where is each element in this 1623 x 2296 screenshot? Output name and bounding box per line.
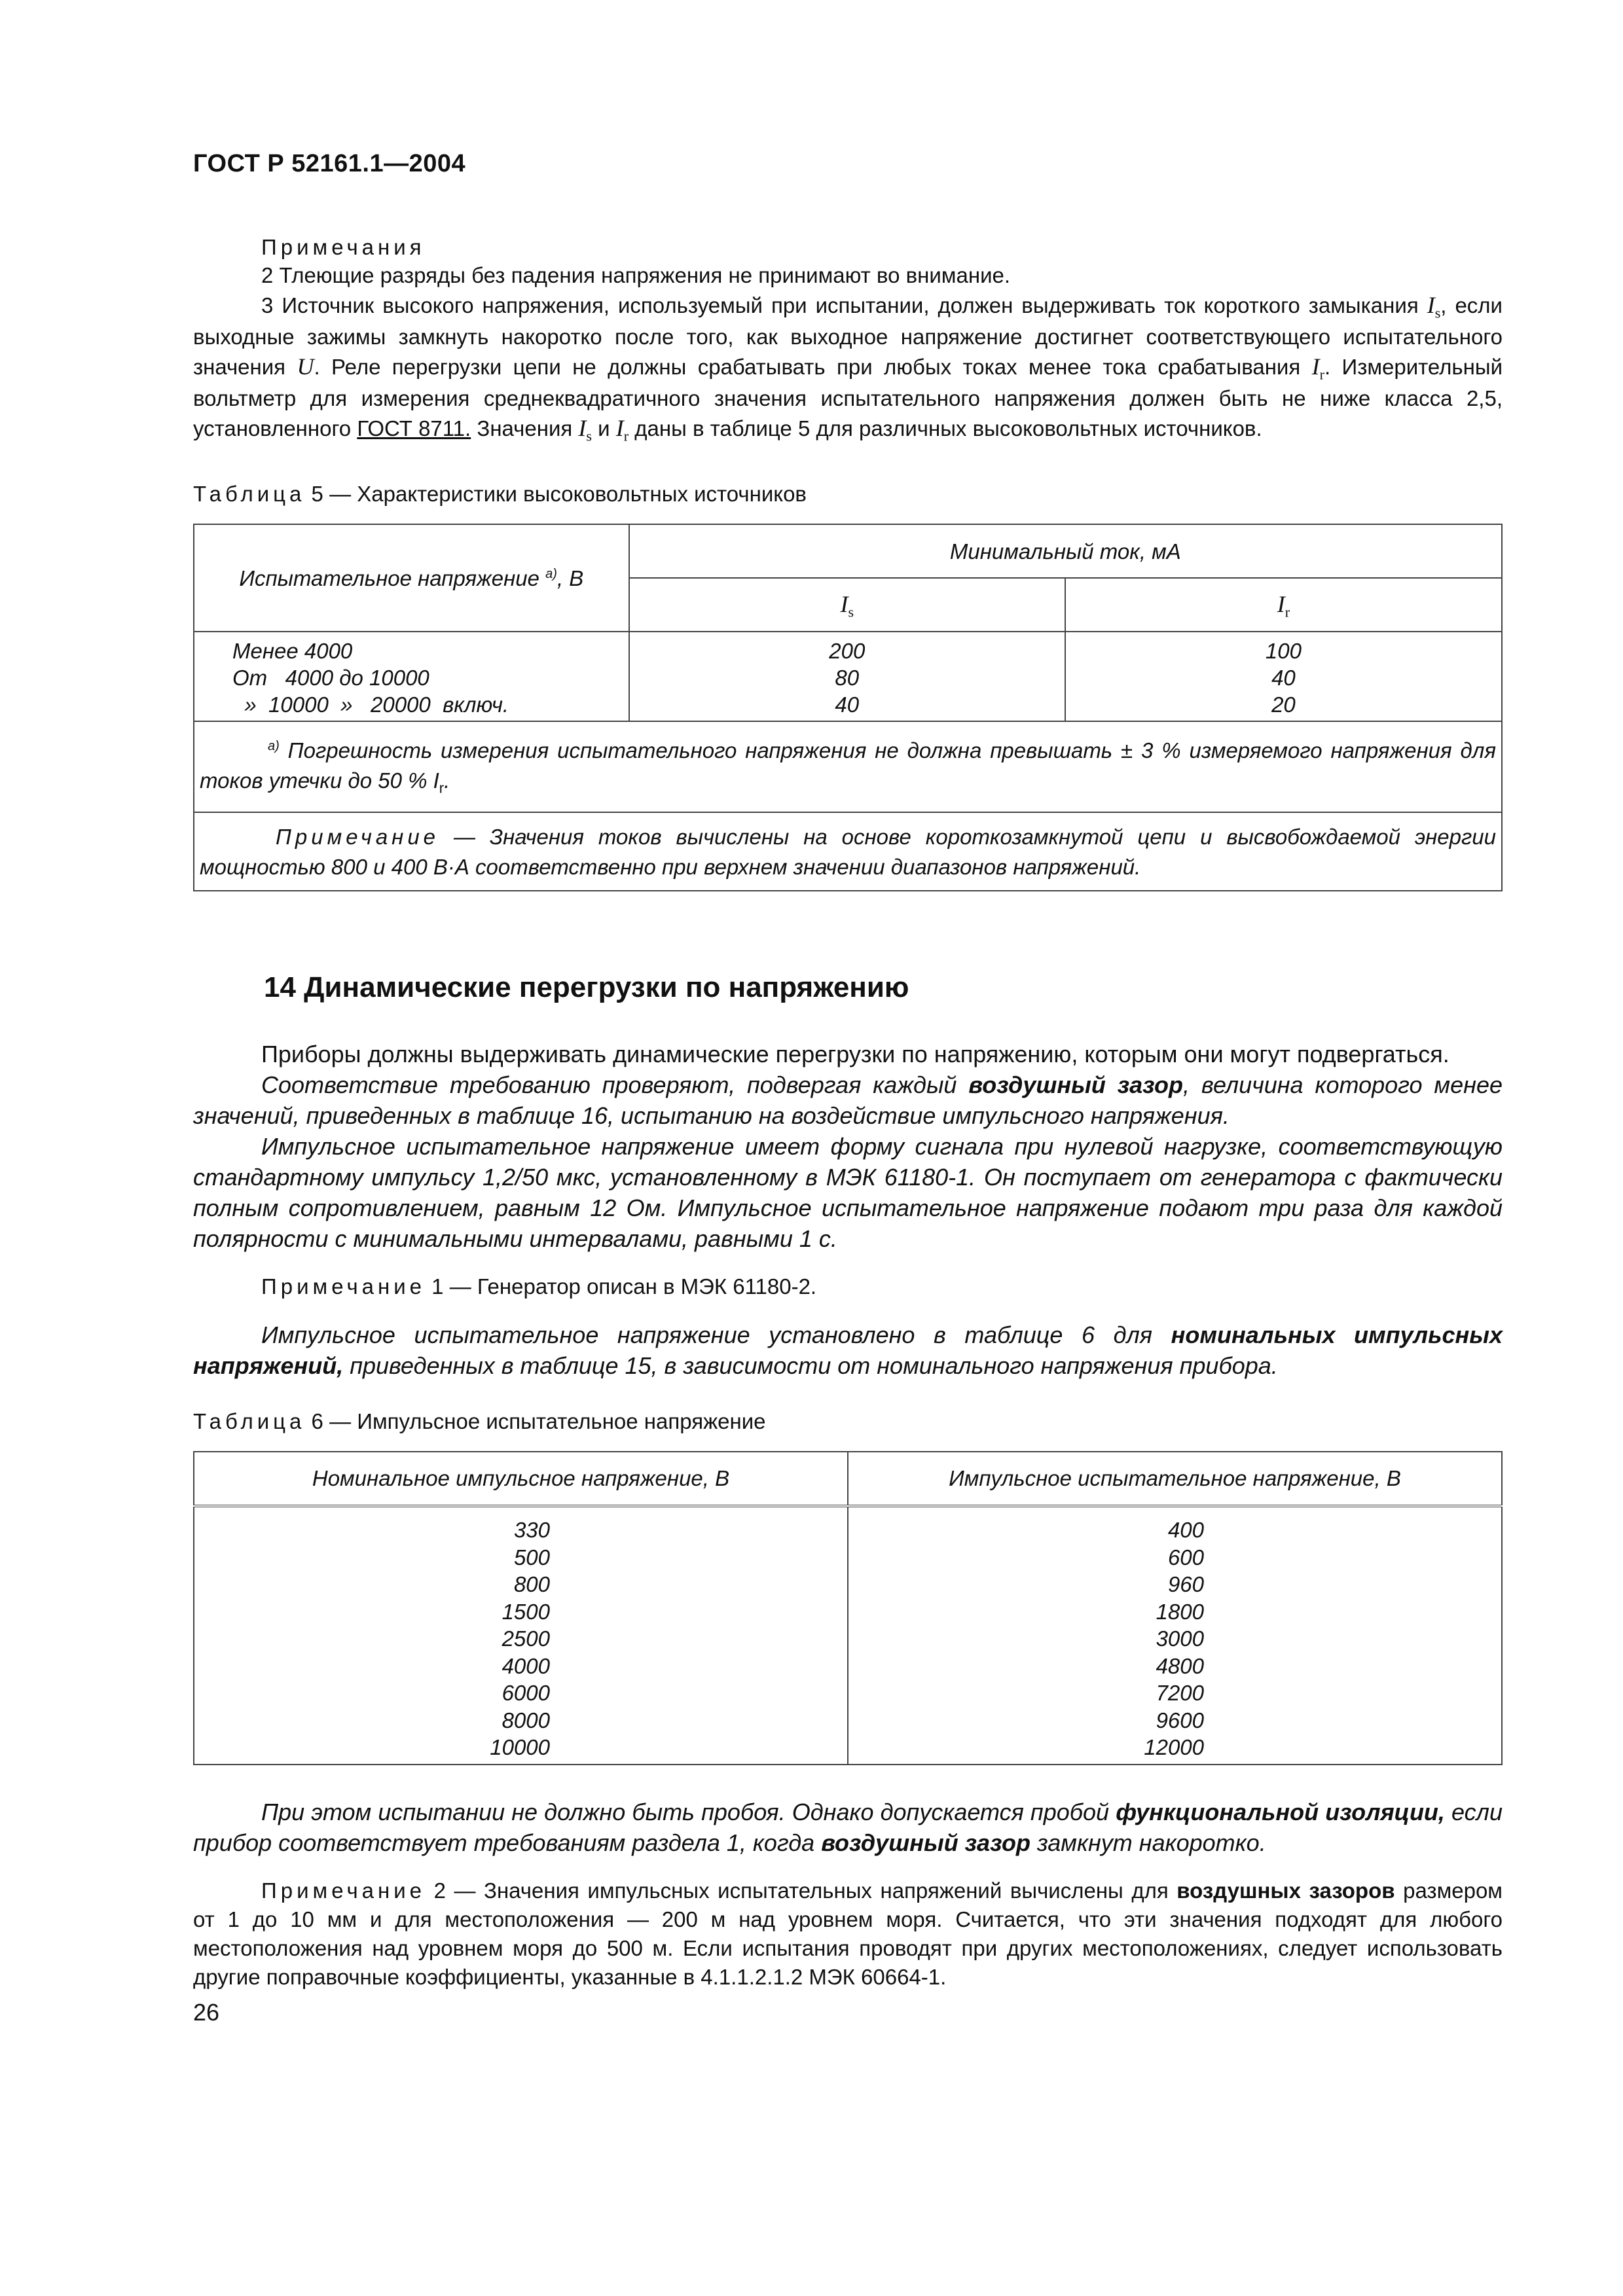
table-row <box>194 632 1502 721</box>
paragraph-1: Приборы должны выдерживать динамические перегрузки по напряжению, которым они могут подвергаться. <box>261 1040 1450 1067</box>
table6-nominal-value: 800 <box>513 1572 550 1597</box>
table6-test-value: 4800 <box>1156 1653 1204 1678</box>
table5-voltage-cell: Менее 4000 От 4000 до 10000 » 10000 » 20000 включ. <box>194 632 629 721</box>
table6-col2-header: Импульсное испытательное напряжение, В <box>848 1452 1502 1506</box>
table6-nominal-value: 1500 <box>501 1599 550 1624</box>
table5-footnote: $^{a)}$ Погрешность измерения испытательного напряжения не должна превышать ± 3 % измеряемого напряжения для токов утечки до 50 % $I_r$. <box>194 721 1502 812</box>
table5 <box>193 524 1503 891</box>
note-3: 3 Источник высокого напряжения, используемый при испытании, должен выдерживать ток короткого замыкания $I_s$, если выходные зажимы замкнуть накоротко после того, как выходное напряжение достигнет соответствующего испытательного значения U. Реле перегрузки цепи не должны срабатывать при любых токах менее тока срабатывания $I_r$. Измерительный вольтметр для измерения среднеквадратичного значения испытательного напряжения должен быть не ниже класса 2,5, установленного ГОСТ 8711. Значения $I_s$ и $I_r$ даны в таблице 5 для различных высоковольтных источников. <box>193 292 1503 444</box>
section-14-title: 14 Динамические перегрузки по напряжению <box>264 971 909 1004</box>
table6-test-value: 12000 <box>1144 1735 1204 1760</box>
table5-caption: Таблица 5 — Характеристики высоковольтных источников <box>193 481 807 506</box>
document-page <box>193 147 1503 2028</box>
notes-label: Примечания <box>261 234 426 259</box>
table6-nominal-value: 2500 <box>501 1626 550 1651</box>
note-2: 2 Тлеющие разряды без падения напряжения не принимают во внимание. <box>261 263 1011 288</box>
table-row <box>194 1506 1502 1765</box>
table5-col1-header: Испытательное напряжение $^{a)}$, В <box>194 524 629 632</box>
after-table-body <box>193 1797 1503 1992</box>
table5-note-row <box>194 812 1502 891</box>
table5-footnote-row <box>194 721 1502 812</box>
table6-col1-values <box>194 1506 848 1765</box>
page-number: 26 <box>193 1998 220 2026</box>
paragraph-3: Импульсное испытательное напряжение имеет форму сигнала при нулевой нагрузке, соответствующую стандартному импульсу 1,2/50 мкс, установленному в МЭК 61180-1. Он поступает от генератора с фактически полным сопротивлением, равным 12 Ом. Импульсное испытательное напряжение подают три раза для каждой полярности с минимальными интервалами, равными 1 с. <box>193 1132 1503 1252</box>
table5-is-header: $I_s$ <box>629 578 1065 632</box>
notes-block <box>193 233 1503 446</box>
table6-nominal-value: 6000 <box>501 1681 550 1706</box>
gost-8711-link[interactable]: ГОСТ 8711. <box>357 416 471 440</box>
table5-group-header: Минимальный ток, мА <box>629 524 1502 578</box>
table6-test-value: 960 <box>1167 1572 1204 1597</box>
table5-ir-cell: 100 40 20 <box>1065 632 1502 721</box>
table5-ir-header: $I_r$ <box>1065 578 1502 632</box>
section-14-body <box>193 1039 1503 1381</box>
table6-nominal-value: 330 <box>513 1518 550 1543</box>
table6-nominal-value: 4000 <box>501 1653 550 1678</box>
paragraph-5: При этом испытании не должно быть пробоя. Однако допускается пробой функциональной изоляции, если прибор соответствует требованиям раздела 1, когда воздушный зазор замкнут накоротко. <box>193 1798 1503 1856</box>
table5-note: Примечание — Значения токов вычислены на основе короткозамкнутой цепи и высвобождаемой энергии мощностью 800 и 400 В·А соответственно при верхнем значении диапазонов напряжений. <box>194 812 1502 891</box>
table6-nominal-value: 8000 <box>501 1708 550 1732</box>
table6-test-value: 3000 <box>1156 1626 1204 1651</box>
table6-test-value: 400 <box>1167 1518 1204 1543</box>
note-2-section: Примечание 2 — Значения импульсных испытательных напряжений вычислены для воздушных зазоров размером от 1 до 10 мм и для местоположения — 200 м над уровнем моря. Считается, что эти значения подходят для любого местоположения над уровнем моря до 500 м. Если испытания проводят при других местоположениях, следует использовать другие поправочные коэффициенты, указанные в 4.1.1.2.1.2 МЭК 60664-1. <box>193 1878 1503 1989</box>
table6-test-value: 600 <box>1167 1545 1204 1570</box>
table6-caption: Таблица 6 — Импульсное испытательное напряжение <box>193 1408 766 1433</box>
table5-is-cell: 200 80 40 <box>629 632 1065 721</box>
table6-test-value: 7200 <box>1156 1681 1204 1706</box>
paragraph-2: Соответствие требованию проверяют, подвергая каждый воздушный зазор, величина которого менее значений, приведенных в таблице 16, испытанию на воздействие импульсного напряжения. <box>193 1071 1503 1129</box>
paragraph-4: Импульсное испытательное напряжение установлено в таблице 6 для номинальных импульсных напряжений, приведенных в таблице 15, в зависимости от номинального напряжения прибора. <box>193 1321 1503 1379</box>
table6 <box>193 1451 1503 1765</box>
table6-col2-values <box>848 1506 1502 1765</box>
document-header: ГОСТ Р 52161.1—2004 <box>193 150 466 177</box>
note-1: Примечание 1 — Генератор описан в МЭК 61180-2. <box>261 1274 817 1299</box>
table6-col1-header: Номинальное импульсное напряжение, В <box>194 1452 848 1506</box>
table6-test-value: 1800 <box>1156 1599 1204 1624</box>
table6-nominal-value: 10000 <box>490 1735 550 1760</box>
table6-nominal-value: 500 <box>513 1545 550 1570</box>
table6-test-value: 9600 <box>1156 1708 1204 1732</box>
